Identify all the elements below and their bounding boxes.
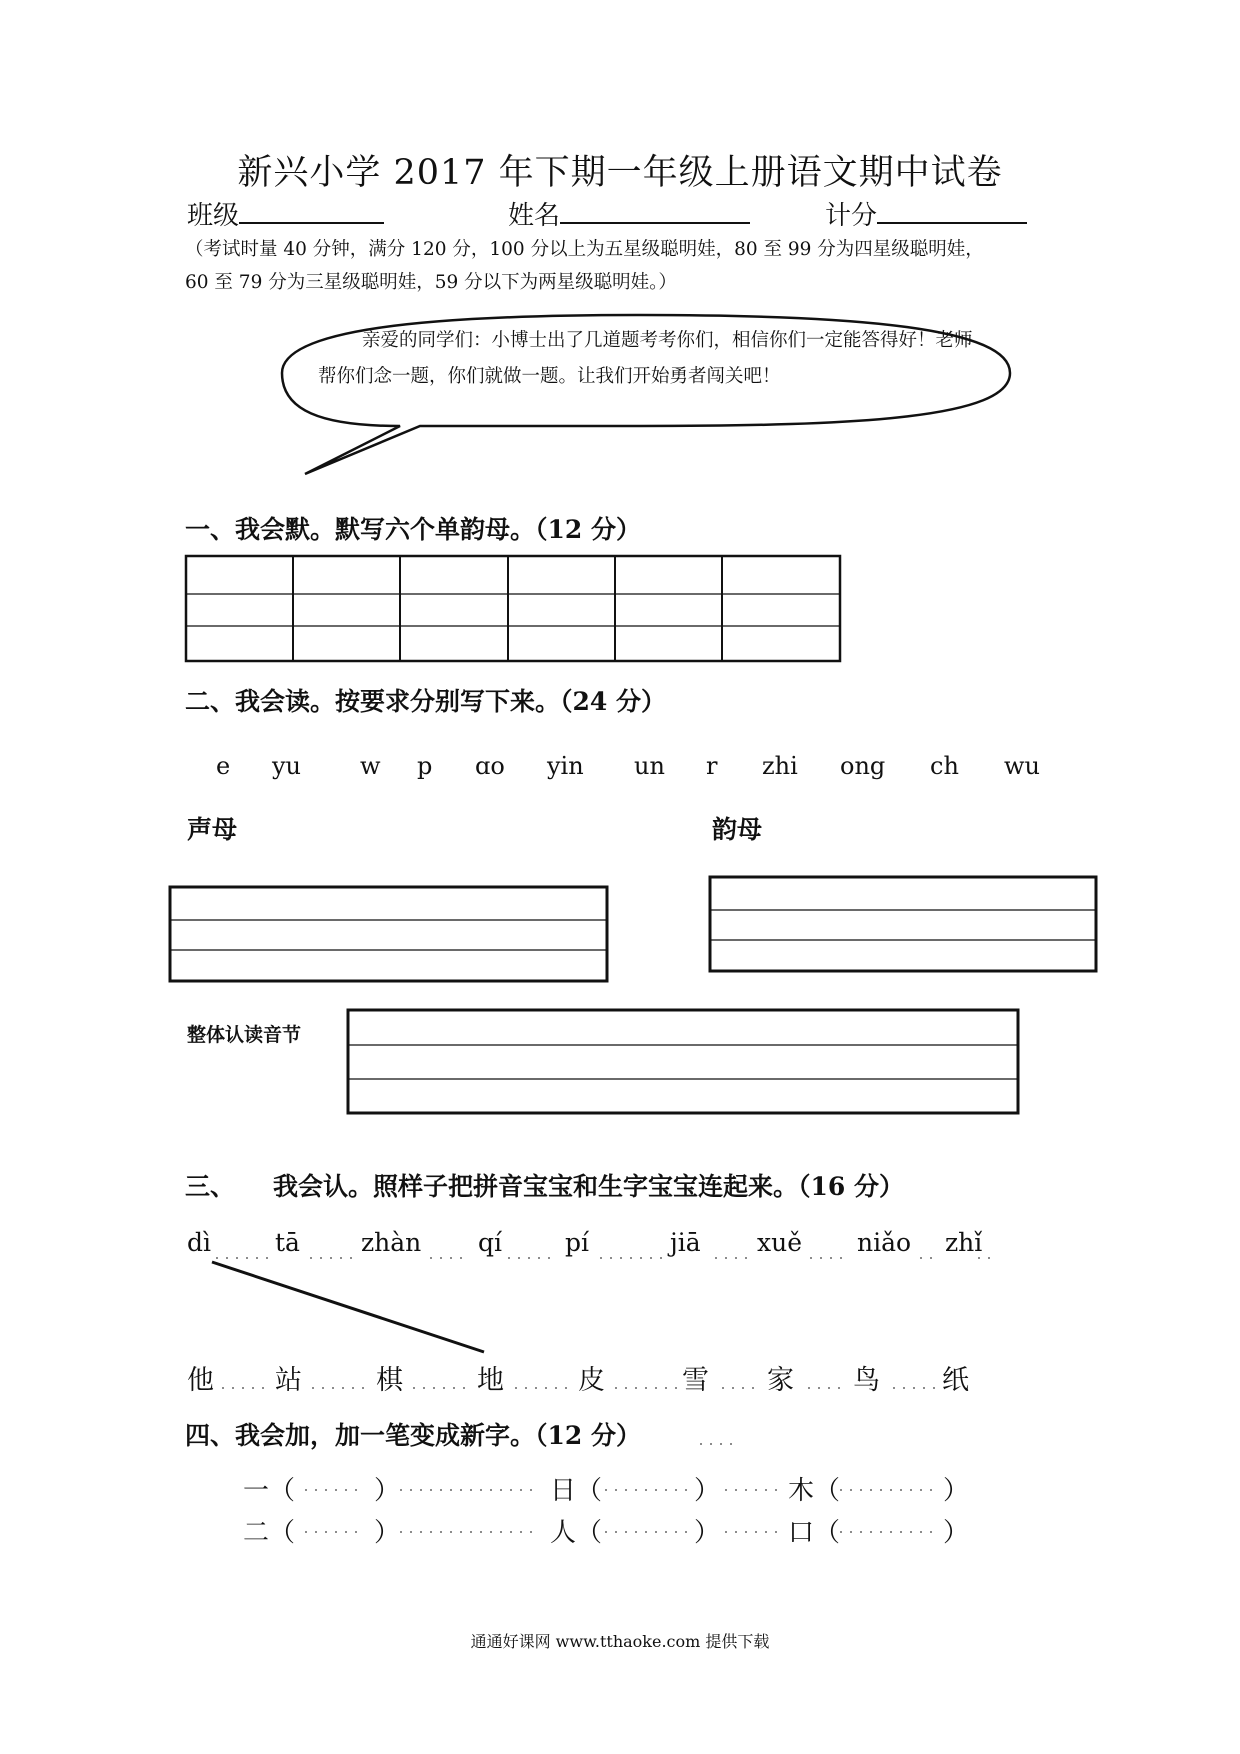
character-item: 家: [767, 1365, 794, 1396]
name-label: 姓名: [508, 201, 561, 231]
addstroke-close-4: ）: [374, 1518, 401, 1548]
addstroke-close-1: ）: [374, 1476, 401, 1506]
pinyin-item: ɑo: [475, 752, 505, 780]
addstroke-close-5: ）: [694, 1518, 721, 1548]
addstroke-open-2: 日（: [550, 1476, 603, 1506]
addstroke-open-6: 口（: [788, 1518, 841, 1548]
character-item: 站: [275, 1365, 302, 1396]
addstroke-close-3: ）: [943, 1476, 970, 1506]
exam-note-line1: （考试时量 40 分钟，满分 120 分，100 分以上为五星级聪明娃，80 至 99 分为四星级聪明娃，: [185, 239, 984, 260]
score-label: 计分: [825, 201, 878, 231]
finals-writing-box: [710, 877, 1096, 971]
pinyin-item: w: [360, 752, 381, 780]
pinyin-item: ong: [840, 752, 886, 780]
section3-title: 我会认。照样子把拼音宝宝和生字宝宝连起来。（16 分）: [273, 1172, 904, 1201]
section3-number: 三、: [185, 1172, 236, 1201]
syllable-item: zhǐ: [945, 1228, 983, 1257]
addstroke-dot-leaders: [305, 1444, 940, 1532]
syllable-item: pí: [565, 1228, 589, 1257]
addstroke-open-3: 木（: [788, 1476, 841, 1506]
pinyin-item: e: [216, 752, 231, 780]
syllable-item: jiā: [670, 1228, 701, 1257]
whole-syllable-writing-box: [348, 1010, 1018, 1113]
addstroke-open-5: 人（: [550, 1518, 603, 1548]
example-connect-line: [212, 1262, 484, 1352]
bubble-message: 亲爱的同学们：小博士出了几道题考考你们，相信你们一定能答得好！老师帮你们念一题，你们就做一题。让我们开始勇者闯关吧！: [318, 330, 973, 387]
pinyin-item: un: [634, 752, 665, 780]
pinyin-item: p: [417, 752, 433, 780]
initials-writing-box: [170, 887, 607, 981]
syllable-item: niǎo: [857, 1228, 912, 1257]
class-label: 班级: [187, 201, 240, 231]
exam-note-line2: 60 至 79 分为三星级聪明娃，59 分以下为两星级聪明娃。）: [185, 272, 677, 293]
pinyin-item: r: [706, 752, 718, 780]
syllable-item: xuě: [757, 1228, 802, 1257]
addstroke-open-4: 二（: [243, 1518, 296, 1548]
character-item: 雪: [682, 1365, 709, 1396]
addstroke-open-1: 一（: [243, 1476, 296, 1506]
pinyin-item: zhi: [762, 752, 798, 780]
character-item: 鸟: [853, 1365, 880, 1396]
character-item: 他: [187, 1365, 214, 1396]
syllable-item: dì: [187, 1228, 211, 1257]
character-item: 皮: [578, 1365, 605, 1396]
vowel-writing-grid: [186, 556, 840, 661]
finals-label: 韵母: [712, 815, 763, 844]
character-item: 地: [477, 1365, 504, 1396]
pinyin-item: yin: [547, 752, 584, 780]
pinyin-item: wu: [1004, 752, 1040, 780]
addstroke-close-2: ）: [694, 1476, 721, 1506]
section4-title: 四、我会加，加一笔变成新字。（12 分）: [185, 1421, 641, 1450]
initials-label: 声母: [187, 815, 238, 844]
character-item: 纸: [942, 1365, 969, 1396]
character-item: 棋: [376, 1365, 403, 1396]
pinyin-item: ch: [930, 752, 959, 780]
section2-title: 二、我会读。按要求分别写下来。（24 分）: [185, 687, 666, 716]
whole-syllable-label: 整体认读音节: [187, 1024, 302, 1046]
section1-title: 一、我会默。默写六个单韵母。（12 分）: [185, 515, 641, 544]
footer-credit: 通通好课网 www.tthaoke.com 提供下载: [470, 1632, 770, 1651]
pinyin-item: yu: [272, 752, 302, 780]
syllable-item: qí: [478, 1228, 502, 1257]
syllable-item: tā: [275, 1228, 300, 1257]
syllable-item: zhàn: [361, 1228, 422, 1257]
addstroke-close-6: ）: [943, 1518, 970, 1548]
page-title: 新兴小学 2017 年下期一年级上册语文期中试卷: [237, 153, 1003, 193]
